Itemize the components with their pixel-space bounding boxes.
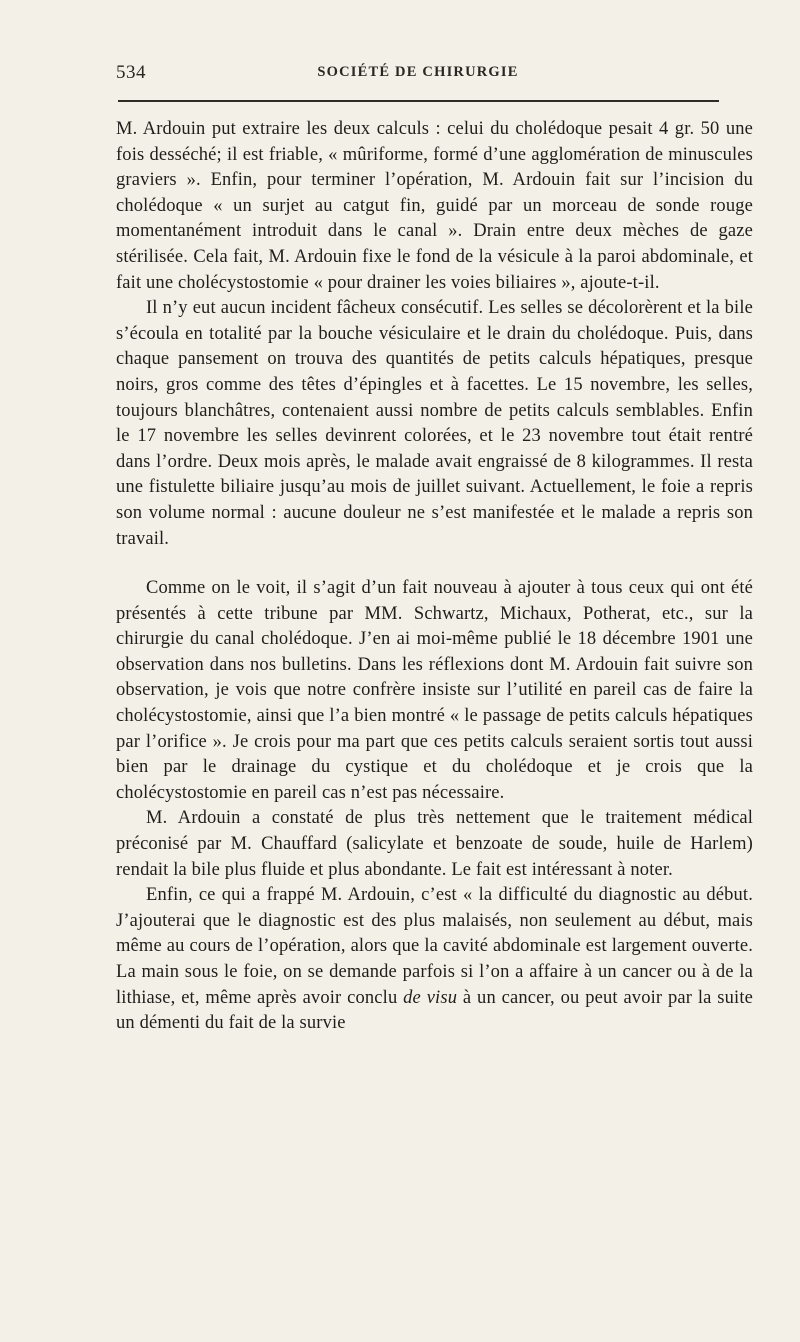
running-title: SOCIÉTÉ DE CHIRURGIE — [317, 64, 519, 80]
body-text — [116, 117, 753, 1037]
paragraph-diagnosis — [116, 883, 753, 1037]
page-number: 534 — [116, 62, 146, 83]
paragraph-ardouin-extraction: M. Ardouin put extraire les deux calculs : celui du cholédoque pesait 4 gr. 50 une fois desséché; il est friable, « mûriforme, formé d’une agglomération de minuscules graviers ». Enfin, pour terminer l’opération, M. Ardouin fait sur l’incision du cholédoque « un surjet au catgut fin, guidé par un morceau de sonde rouge momentanément introduit dans le canal ». Drain entre deux mèches de gaze stérilisée. Cela fait, M. Ardouin fixe le fond de la vésicule à la paroi abdominale, et fait une cholécystostomie « pour drainer les voies biliaires », ajoute-t-il. — [116, 119, 753, 293]
paragraph-postoperative-course: Il n’y eut aucun incident fâcheux consécutif. Les selles se décolorèrent et la bile s’écoula en totalité par la bouche vésiculaire et le drain du cholédoque. Puis, dans chaque pansement on trouva des quantités de petits calculs hépatiques, presque noirs, gros comme des têtes d’épingles et à facettes. Le 15 novembre, les selles, toujours blanchâtres, contenaient aussi nombre de petits calculs semblables. Enfin le 17 novembre les selles devinrent colorées, et le 23 novembre tout était rentré dans l’ordre. Deux mois après, le malade avait engraissé de 8 kilogrammes. Il resta une fistulette biliaire jusqu’au mois de juillet suivant. Actuellement, le foie a repris son volume normal : aucune douleur ne s’est manifestée et le malade a repris son travail. — [116, 298, 753, 549]
diagnosis-text-start: Enfin, ce qui a frappé M. Ardouin, c’est « la difficulté du diagnostic au début. J’ajouterai que le diagnostic est des plus malaisés, non seulement au début, mais même au cours de l’opération, alors que la cavité abdominale est largement ouverte. La main sous le foie, on se demande parfois si l’on a affaire à un cancer ou à de la lithiase, et, même après avoir conclu — [116, 885, 753, 1008]
paragraph-medical-treatment: M. Ardouin a constaté de plus très nettement que le traitement médical préconisé par M. Chauffard (salicylate et benzoate de soude, huile de Harlem) rendait la bile plus fluide et plus abondante. Le fait est intéressant à noter. — [116, 808, 753, 880]
header-rule — [118, 100, 719, 102]
diagnosis-text-end: à un cancer, ou peut avoir par la suite un démenti du fait de la survie — [116, 987, 753, 1034]
paragraph-commentary: Comme on le voit, il s’agit d’un fait nouveau à ajouter à tous ceux qui ont été présentés à cette tribune par MM. Schwartz, Michaux, Potherat, etc., sur la chirurgie du canal cholédoque. J’en ai moi-même publié le 18 décembre 1901 une observation dans nos bulletins. Dans les réflexions dont M. Ardouin fait suivre son observation, je vois que notre confrère insiste sur l’utilité en pareil cas de faire la cholécystostomie, ainsi que l’a bien montré « le passage de petits calculs hépatiques par l’orifice ». Je crois pour ma part que ces petits calculs seraient sortis tout aussi bien par le drainage du cystique et du cholédoque et je crois que la cholécystostomie en pareil cas n’est pas nécessaire. — [116, 578, 753, 803]
italic-de-visu: de visu — [403, 987, 458, 1008]
page-header — [116, 62, 720, 86]
